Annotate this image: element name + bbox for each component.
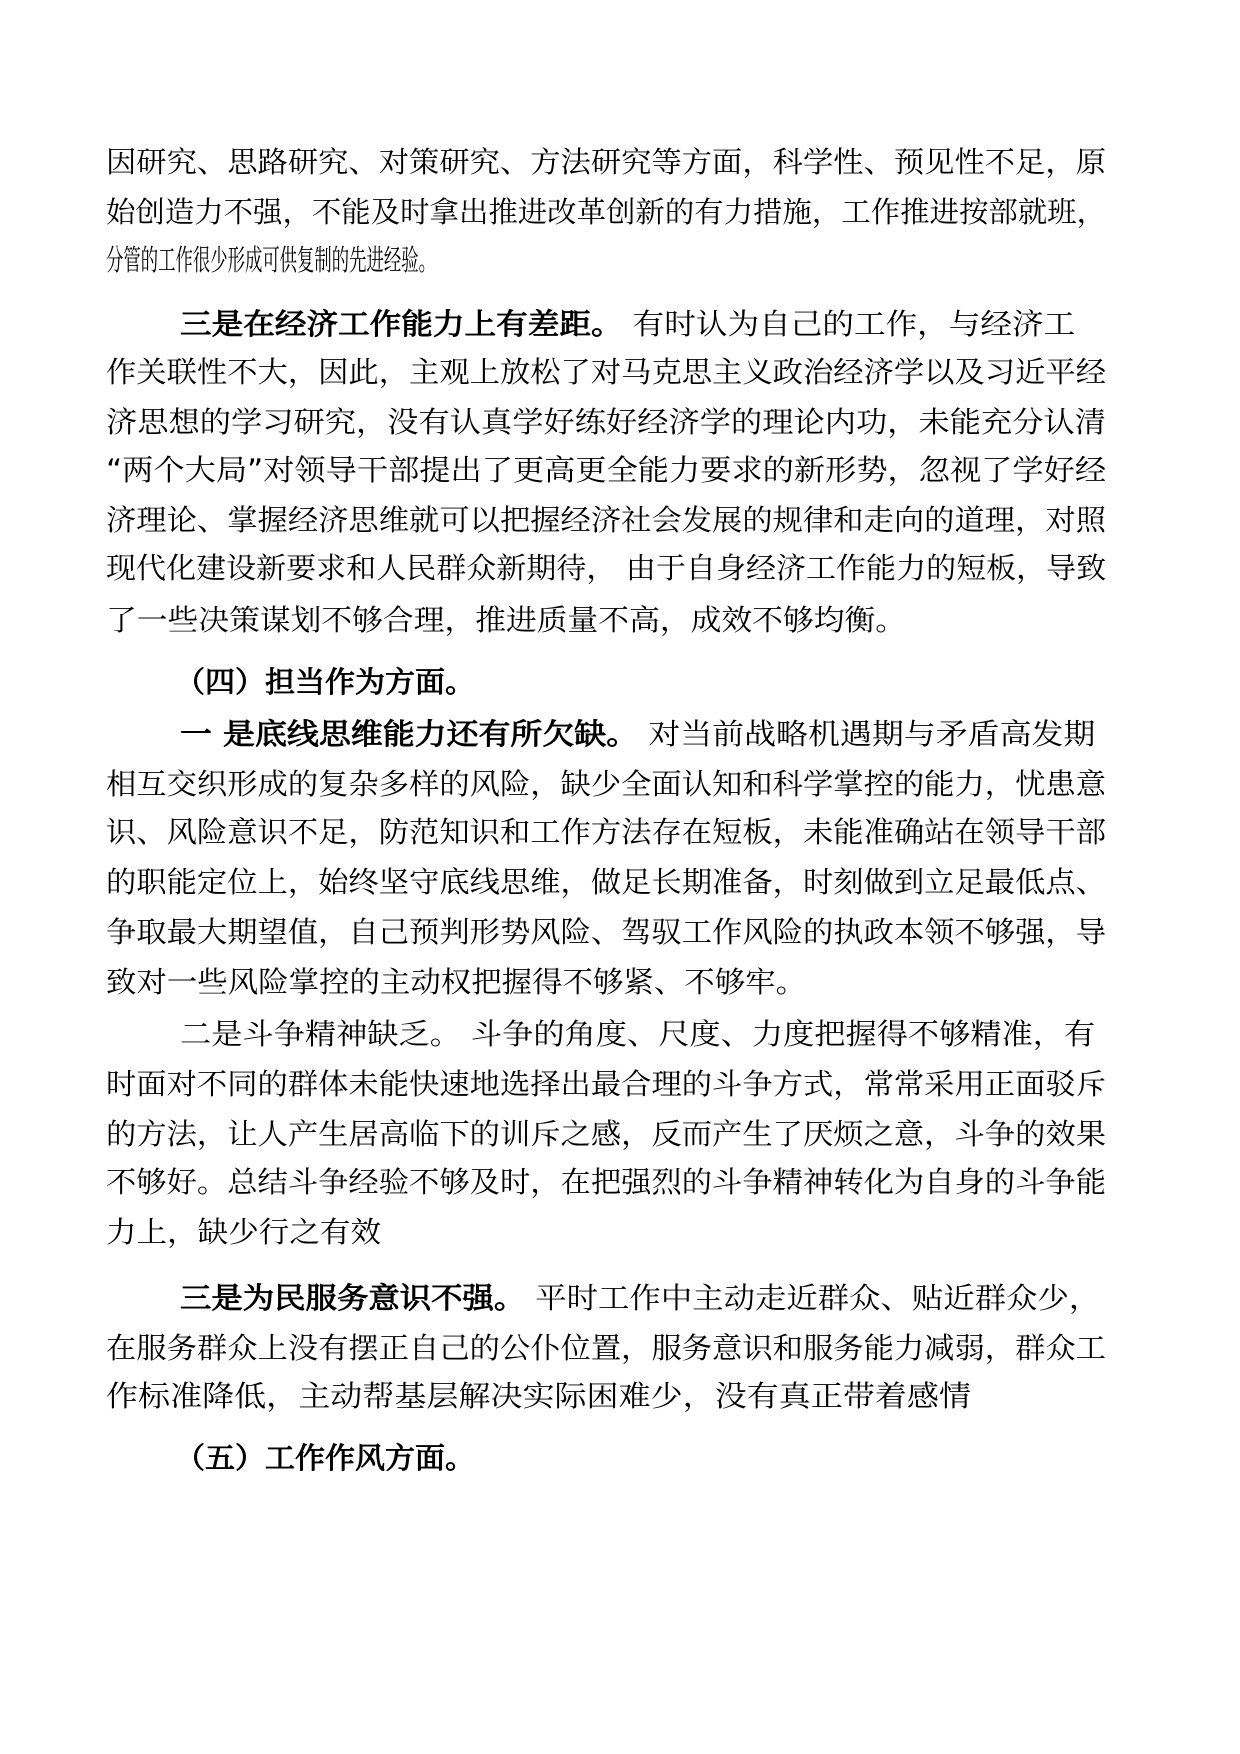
body-text: 对当前战略机遇期与矛盾高发期 xyxy=(638,717,1096,751)
text-line xyxy=(106,498,1106,542)
text-line xyxy=(106,190,1106,234)
body-text: 作关联性不大，因此，主观上放松了对马克思主义政治经济学以及习近平经 xyxy=(106,355,1107,389)
text-line xyxy=(180,712,1095,756)
body-text: 现代化建设新要求和人民群众新期待， 由于自身经济工作能力的短板，导致 xyxy=(106,551,1107,585)
body-text: 分管的工作很少形成可供复制的先进经验。 xyxy=(106,243,437,277)
body-text: 争取最大期望值，自己预判形势风险、驾驭工作风险的执政本领不够强，导 xyxy=(106,915,1107,949)
bold-heading-text: 三是在经济工作能力上有差距。 xyxy=(180,307,623,341)
body-text: 不够好。总结斗争经验不够及时，在把强烈的斗争精神转化为自身的斗争能 xyxy=(106,1165,1107,1199)
text-line xyxy=(106,598,906,642)
bold-heading-text: （四）担当作为方面。 xyxy=(175,665,476,699)
bold-heading-text: 三是为民服务意识不强。 xyxy=(180,1281,526,1315)
body-text: 平时工作中主动走近群众、贴近群众少， xyxy=(525,1281,1101,1315)
body-text: 济理论、掌握经济思维就可以把握经济社会发展的规律和走向的道理，对照 xyxy=(106,503,1107,537)
text-line xyxy=(180,302,1075,346)
text-line xyxy=(106,448,1106,492)
text-line xyxy=(175,660,475,704)
text-line xyxy=(180,1276,1100,1320)
body-text: 的职能定位上，始终坚守底线思维，做足长期准备，时刻做到立足最低点、 xyxy=(106,865,1107,899)
text-line xyxy=(106,350,1106,394)
text-line xyxy=(106,810,1106,854)
body-text: 始创造力不强，不能及时拿出推进改革创新的有力措施，工作推进按部就班， xyxy=(106,195,1107,229)
text-line xyxy=(106,762,1106,806)
text-line xyxy=(175,1436,475,1480)
text-line xyxy=(106,1326,1106,1370)
body-text: 致对一些风险掌控的主动权把握得不够紧、不够牢。 xyxy=(106,965,807,999)
body-text: 有时认为自己的工作，与经济工 xyxy=(622,307,1076,341)
body-text: 作标准降低，主动帮基层解决实际困难少，没有真正带着感情 xyxy=(106,1379,972,1413)
text-line xyxy=(106,546,1106,590)
text-line xyxy=(106,860,1106,904)
body-text: 的方法，让人产生居高临下的训斥之感，反而产生了厌烦之意，斗争的效果 xyxy=(106,1117,1107,1151)
body-text: 在服务群众上没有摆正自己的公仆位置，服务意识和服务能力减弱，群众工 xyxy=(106,1331,1107,1365)
bold-heading-text: （五）工作作风方面。 xyxy=(175,1441,476,1475)
text-line xyxy=(106,1374,971,1418)
text-line xyxy=(106,960,806,1004)
body-text: 力上，缺少行之有效 xyxy=(106,1215,382,1249)
text-line xyxy=(106,400,1106,444)
body-text: 相互交织形成的复杂多样的风险，缺少全面认知和科学掌控的能力，忧患意 xyxy=(106,767,1107,801)
body-text: 济思想的学习研究，没有认真学好练好经济学的理论内功，未能充分认清 xyxy=(106,405,1107,439)
text-line xyxy=(106,1112,1106,1156)
body-text: 时面对不同的群体未能快速地选择出最合理的斗争方式，常常采用正面驳斥 xyxy=(106,1067,1107,1101)
bold-heading-text: 一 是底线思维能力还有所欠缺。 xyxy=(180,717,639,751)
body-text: 因研究、思路研究、对策研究、方法研究等方面，科学性、预见性不足，原 xyxy=(106,145,1107,179)
text-line xyxy=(106,1062,1106,1106)
body-text: 识、风险意识不足，防范知识和工作方法存在短板，未能准确站在领导干部 xyxy=(106,815,1107,849)
text-line xyxy=(180,1012,1095,1056)
body-text: “两个大局”对领导干部提出了更高更全能力要求的新形势，忽视了学好经 xyxy=(106,453,1107,487)
text-line xyxy=(106,140,1106,184)
text-line xyxy=(106,1160,1106,1204)
text-line xyxy=(106,1210,381,1254)
body-text: 了一些决策谋划不够合理，推进质量不高，成效不够均衡。 xyxy=(106,603,907,637)
text-line xyxy=(106,910,1106,954)
text-line xyxy=(106,238,436,282)
body-text: 二是斗争精神缺乏。 斗争的角度、尺度、力度把握得不够精准，有 xyxy=(180,1017,1096,1051)
